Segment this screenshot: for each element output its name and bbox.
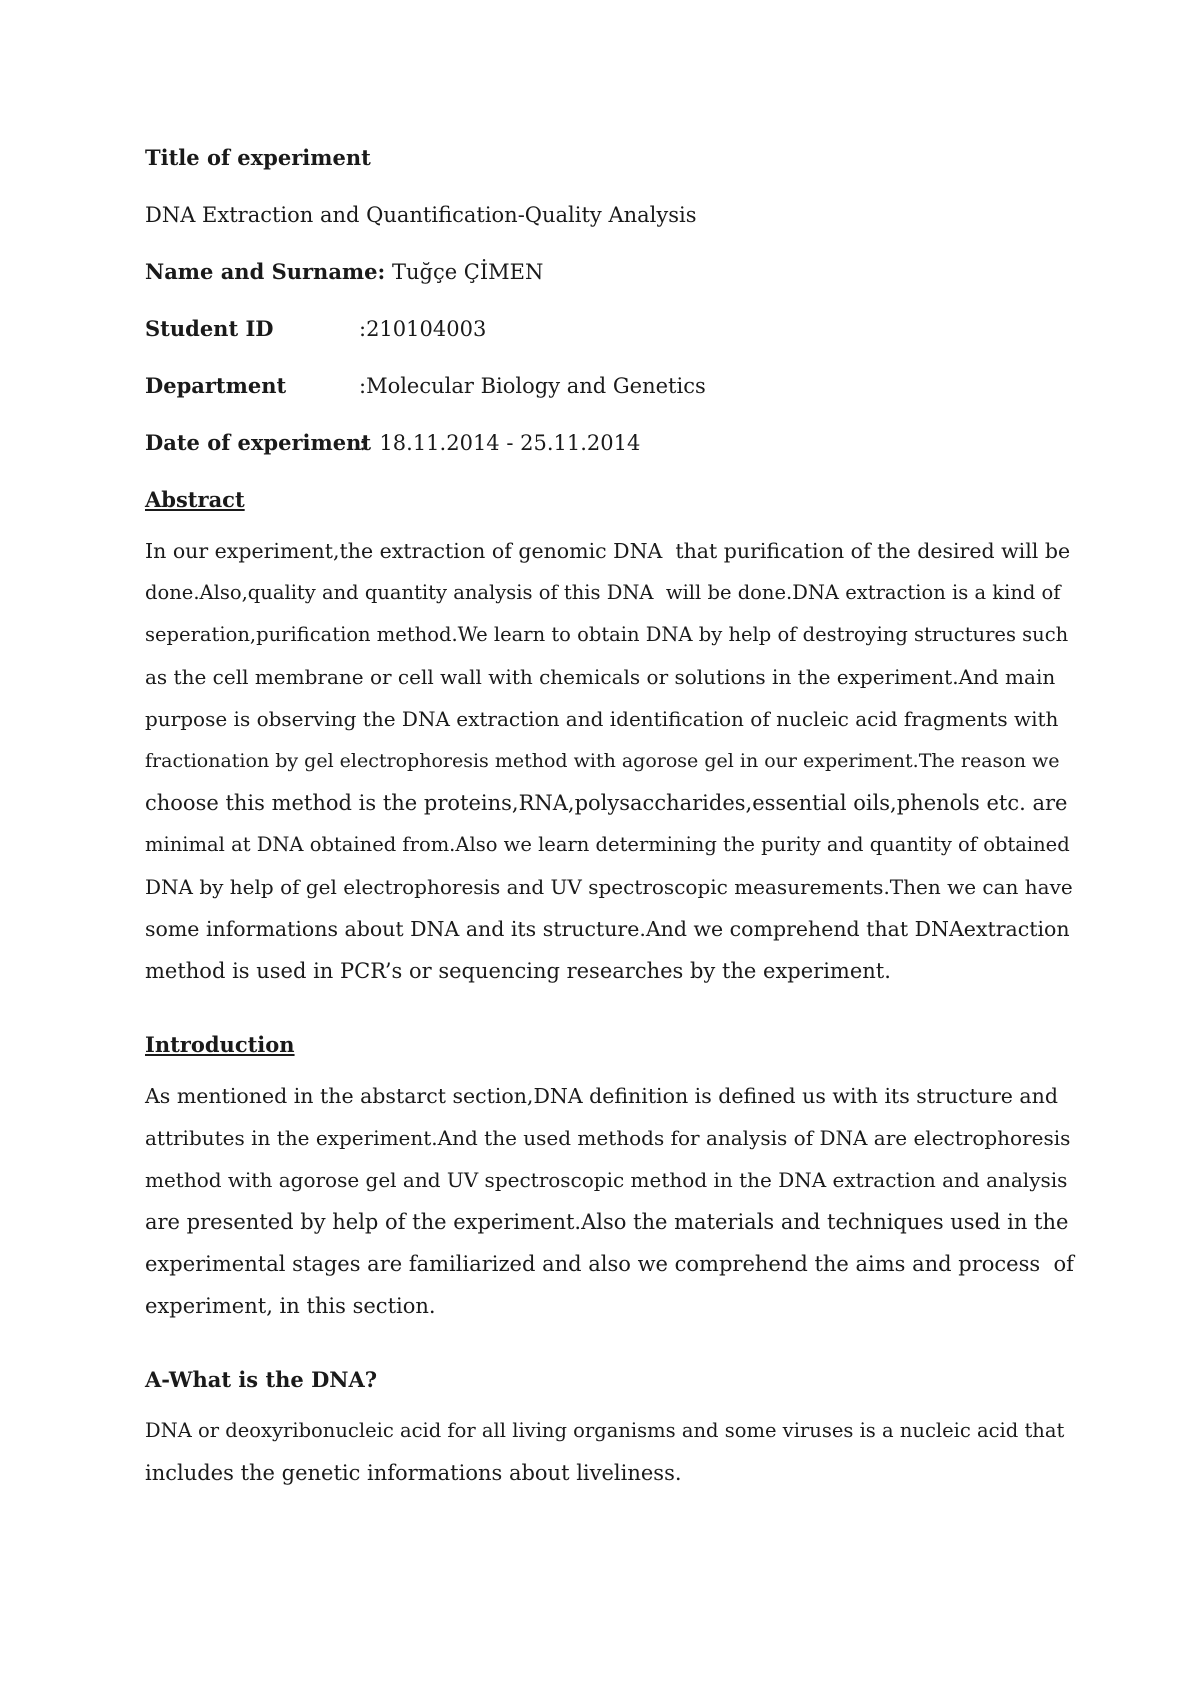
abstract-line: some informations about DNA and its structure.And we comprehend that DNAextraction	[145, 917, 1070, 941]
abstract-line: seperation,purification method.We learn to obtain DNA by help of destroying structures such	[145, 623, 1069, 646]
introduction-line: are presented by help of the experiment.Also the materials and techniques used in the	[145, 1210, 1069, 1234]
department-row	[145, 372, 706, 400]
abstract-line: method is used in PCR’s or sequencing researches by the experiment.	[145, 959, 891, 983]
name-value: Tuğçe ÇİMEN	[391, 260, 544, 284]
name-row	[145, 258, 543, 286]
experiment-title: DNA Extraction and Quantification-Quality Analysis	[145, 203, 697, 227]
name-label: Name and Surname:	[145, 259, 386, 284]
introduction-line: experiment, in this section.	[145, 1294, 436, 1318]
abstract-line: DNA by help of gel electrophoresis and UV spectroscopic measurements.Then we can have	[145, 875, 1073, 899]
student-id-label: Student ID	[145, 316, 274, 341]
date-value: : 18.11.2014 - 25.11.2014	[359, 431, 641, 455]
introduction-heading: Introduction	[145, 1032, 295, 1057]
title-label: Title of experiment	[145, 145, 371, 170]
abstract-line: fractionation by gel electrophoresis method with agorose gel in our experiment.The reason we	[145, 750, 1060, 772]
date-label: Date of experiment	[145, 430, 372, 455]
abstract-line: done.Also,quality and quantity analysis of this DNA will be done.DNA extraction is a kind of	[145, 581, 1061, 604]
section-a-paragraph	[145, 1410, 1075, 1494]
introduction-line: attributes in the experiment.And the used methods for analysis of DNA are electrophoresis	[145, 1126, 1071, 1150]
student-id-value: :210104003	[359, 317, 487, 341]
document-page	[145, 0, 1075, 1698]
abstract-line: In our experiment,the extraction of genomic DNA that purification of the desired will be	[145, 539, 1071, 563]
section-a-line: includes the genetic informations about liveliness.	[145, 1461, 682, 1485]
introduction-paragraph	[145, 1075, 1075, 1327]
section-a-line: DNA or deoxyribonucleic acid for all living organisms and some viruses is a nucleic acid that	[145, 1419, 1065, 1442]
department-label: Department	[145, 373, 287, 398]
introduction-line: experimental stages are familiarized and also we comprehend the aims and process of	[145, 1252, 1074, 1276]
abstract-line: choose this method is the proteins,RNA,polysaccharides,essential oils,phenols etc. are	[145, 791, 1068, 815]
department-value: :Molecular Biology and Genetics	[359, 374, 706, 398]
abstract-paragraph	[145, 530, 1075, 992]
introduction-line: As mentioned in the abstarct section,DNA definition is defined us with its structure and	[145, 1084, 1058, 1108]
student-id-row	[145, 315, 486, 343]
abstract-line: minimal at DNA obtained from.Also we learn determining the purity and quantity of obtained	[145, 833, 1070, 856]
date-row	[145, 429, 640, 457]
abstract-heading: Abstract	[145, 487, 245, 512]
abstract-line: purpose is observing the DNA extraction and identification of nucleic acid fragments with	[145, 707, 1059, 731]
section-a-heading: A-What is the DNA?	[145, 1367, 378, 1392]
introduction-line: method with agorose gel and UV spectroscopic method in the DNA extraction and analysis	[145, 1168, 1068, 1192]
abstract-line: as the cell membrane or cell wall with chemicals or solutions in the experiment.And main	[145, 665, 1056, 689]
